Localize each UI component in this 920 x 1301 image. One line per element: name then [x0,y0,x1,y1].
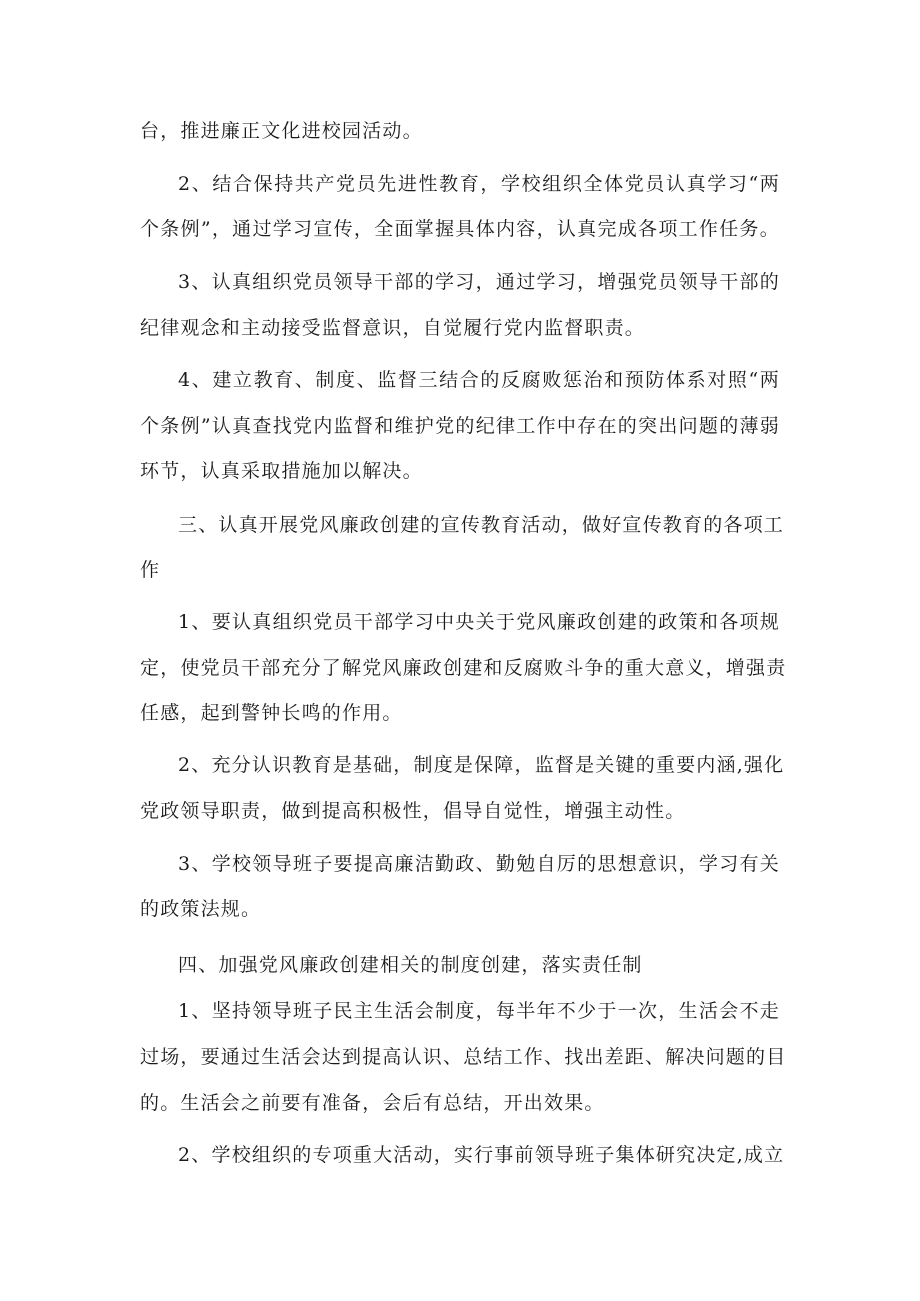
section-heading: 三、认真开展党风廉政创建的宣传教育活动，做好宣传教育的各项工 [178,514,785,536]
text-line: 2、学校组织的专项重大活动，实行事前领导班子集体研究决定,成立 [178,1144,785,1166]
text-line: 的政策法规。 [140,898,262,920]
text-line: 过场，要通过生活会达到提高认识、总结工作、找出差距、解决问题的目 [140,1046,787,1068]
text-line: 3、学校领导班子要提高廉洁勤政、勤勉自厉的思想意识，学习有关 [178,853,780,875]
text-line: 党政领导职责，做到提高积极性，倡导自觉性，增强主动性。 [140,800,686,822]
section-heading: 作 [140,559,161,581]
text-line: 个条例”，通过学习宣传，全面掌握具体内容，认真完成各项工作任务。 [140,218,780,240]
text-line: 4、建立教育、制度、监督三结合的反腐败惩治和预防体系对照“两 [178,369,780,391]
text-line: 2、结合保持共产党员先进性教育，学校组织全体党员认真学习“两 [178,173,780,195]
text-line: 环节，认真采取措施加以解决。 [140,460,423,482]
text-line: 台，推进廉正文化进校园活动。 [140,120,423,142]
text-line: 的。生活会之前要有准备，会后有总结，开出效果。 [140,1092,605,1114]
text-line: 纪律观念和主动接受监督意识，自觉履行党内监督职责。 [140,317,646,339]
section-heading: 四、加强党风廉政创建相关的制度创建，落实责任制 [178,954,643,976]
text-line: 个条例”认真查找党内监督和维护党的纪律工作中存在的突出问题的薄弱 [140,415,780,437]
text-line: 定，使党员干部充分了解党风廉政创建和反腐败斗争的重大意义，增强责 [140,657,787,679]
text-line: 1、要认真组织党员干部学习中央关于党风廉政创建的政策和各项规 [178,611,780,633]
text-line: 1、坚持领导班子民主生活会制度，每半年不少于一次，生活会不走 [178,1000,780,1022]
text-line: 任感，起到警钟长鸣的作用。 [140,702,403,724]
text-line: 3、认真组织党员领导干部的学习，通过学习，增强党员领导干部的 [178,271,780,293]
text-line: 2、充分认识教育是基础，制度是保障，监督是关键的重要内涵,强化 [178,754,785,776]
